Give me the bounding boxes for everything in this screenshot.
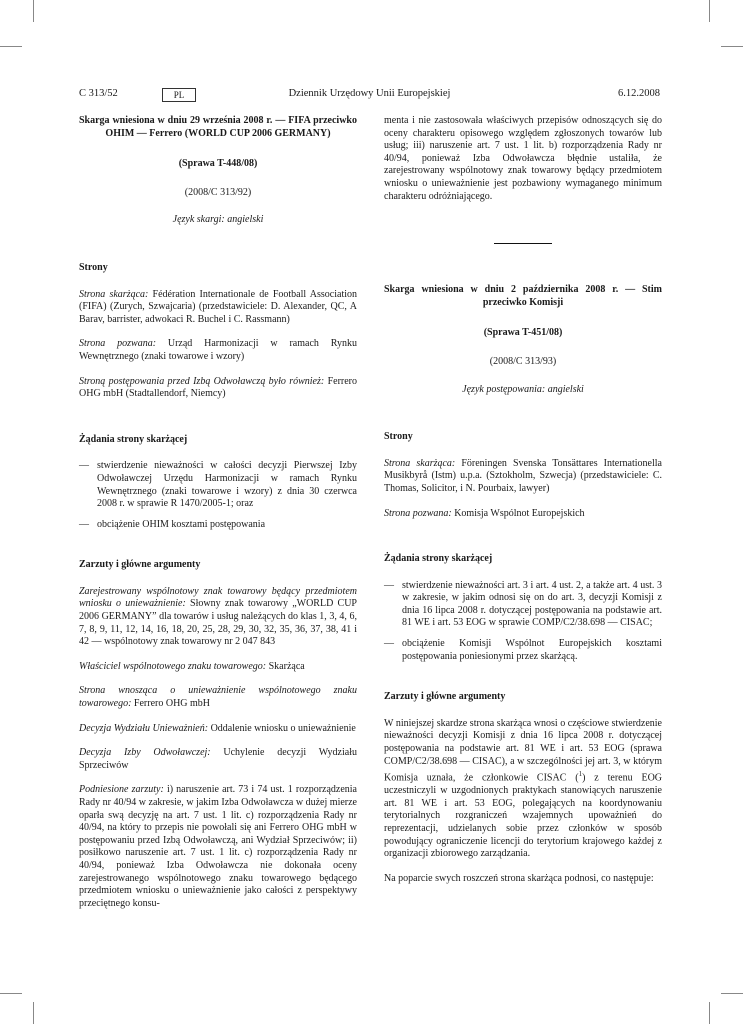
- defendant-paragraph: Strona pozwana: Urząd Harmonizacji w ramach Rynku Wewnętrznego (znaki towarowe i wzory): [79, 338, 357, 362]
- right-column: [384, 115, 662, 885]
- case-number: (Sprawa T-448/08): [178, 158, 258, 170]
- pleas-intro-paragraph: Na poparcie swych roszczeń strona skarżąca podnosi, co następuje:: [384, 872, 654, 884]
- language-badge: PL: [162, 88, 196, 102]
- footnote-ref: 1: [578, 770, 583, 779]
- crop-mark: [0, 993, 22, 994]
- crop-mark: [709, 0, 710, 22]
- section-heading-pleas: Zarzuty i główne argumenty: [79, 559, 201, 571]
- requester-paragraph: Strona wnosząca o unieważnienie wspólnotowego znaku towarowego: Ferrero OHG mbH: [79, 685, 357, 710]
- oj-reference: (2008/C 313/93): [489, 355, 557, 367]
- applicant-paragraph: Strona skarżąca: Föreningen Svenska Tonsättares Internationella Musikbyrå (Istm) u.p.a. (Sztokholm, Szwecja) (przedstawiciele: C. Thomas, Solicitor, i N. Pourbaix, lawyer): [384, 457, 662, 494]
- claim-item: — obciążenie OHIM kosztami postępowania: [79, 518, 266, 530]
- section-divider: [494, 243, 552, 244]
- page-reference: C 313/52: [79, 88, 118, 99]
- page-header: [79, 88, 660, 102]
- oj-reference: (2008/C 313/92): [184, 186, 252, 198]
- section-heading-parties: Strony: [384, 431, 413, 443]
- case-title: Skarga wniesiona w dniu 2 października 2008 r. — Stim przeciwko Komisji: [384, 284, 662, 308]
- crop-mark: [33, 0, 34, 22]
- claim-item: — obciążenie Komisji Wspólnot Europejskich kosztami postępowania poniesionymi przez skarżącą.: [384, 638, 662, 662]
- section-heading-pleas: Zarzuty i główne argumenty: [384, 691, 506, 703]
- left-column: [79, 115, 357, 910]
- board-decision-paragraph: Decyzja Izby Odwoławczej: Uchylenie decyzji Wydziału Sprzeciwów: [79, 747, 357, 771]
- section-heading-claims: Żądania strony skarżącej: [79, 433, 188, 445]
- section-heading-parties: Strony: [79, 261, 108, 273]
- case-language: Język skargi: angielski: [172, 214, 264, 226]
- section-heading-claims: Żądania strony skarżącej: [384, 553, 493, 565]
- owner-paragraph: Właściciel wspólnotowego znaku towarowego: Skarżąca: [79, 660, 305, 672]
- pleas-paragraph: Podniesione zarzuty: i) naruszenie art. 73 i 74 ust. 1 rozporządzenia Rady nr 40/94 w zakresie, w jakim Izba Odwoławcza w dużej mierze oparła swą decyzję na art. 7 ust. 1 lit. c) rozporządzenia Rady nr 40/94, na który to przepis nie powołali się ani Ferrero OHG mbH w postępowaniu przed Izbą Odwoławczą, ani Wydział Sprzeciwów; ii) posiłkowo naruszenie art. 7 ust. 1 lit. c) rozporządzenia Rady nr 40/94, ponieważ Izba Odwoławcza nie dokonała oceny zarejestrowanego wspólnotowego znaku towarowego będącego przedmiotem wniosku o unieważnienie jako całości z perspektywy przeciętnego konsu-: [79, 784, 357, 909]
- crop-mark: [0, 46, 22, 47]
- applicant-paragraph: Strona skarżąca: Fédération Internationale de Football Association (FIFA) (Zurych, Szwajcaria) (przedstawiciele: D. Alexander, QC, A Barav, barrister, adwokaci R. Buchel i C. Rassmann): [79, 288, 358, 325]
- other-party-paragraph: Stroną postępowania przed Izbą Odwoławczą było również: Ferrero OHG mbH (Stadtallendorf, Niemcy): [79, 375, 358, 400]
- defendant-paragraph: Strona pozwana: Komisja Wspólnot Europejskich: [384, 507, 585, 519]
- crop-mark: [709, 1002, 710, 1024]
- crop-mark: [721, 993, 743, 994]
- crop-mark: [721, 46, 743, 47]
- pleas-body-paragraph: W niniejszej skardze strona skarżąca wnosi o częściowe stwierdzenie nieważności decyzji Komisji z dnia 16 lipca 2008 r. dotyczącej postępowania na podstawie art. 81 WE i art. 53 EOG (sprawa COMP/C2/38.698 — CISAC), a w szczególności jej art. 3, w którym Komisja uznała, że członkowie CISAC ($^1$) z terenu EOG uczestniczyli w uzgodnionych praktykach stanowiących naruszenie art. 81 WE i art. 53 EOG, polegających na koordynowaniu terytorialnych rozgraniczeń wzajemnych upoważnień do reprezentacji, udzielanych sobie przez członków w sposób powodujący ograniczenie licencji do terytorium krajowego każdej z organizacji zbiorowego zarządzania.: [384, 717, 663, 860]
- case-language: Język postępowania: angielski: [462, 383, 584, 395]
- pleas-paragraph-continued: menta i nie zastosowała właściwych przepisów odnoszących się do oceny charakteru opisowego względem zgłoszonych towarów lub usług; iii) naruszenie art. 7 ust. 1 lit. b) rozporządzenia Rady nr 40/94, ponieważ Izba Odwoławcza błędnie ustaliła, że zarejestrowany wspólnotowy znak towarowy będący przedmiotem wniosku o unieważnienie jest pozbawiony wymaganego minimum charakteru odróżniającego.: [384, 115, 662, 202]
- cancellation-decision-paragraph: Decyzja Wydziału Unieważnień: Oddalenie wniosku o unieważnienie: [79, 722, 356, 734]
- case-title: Skarga wniesiona w dniu 29 września 2008 r. — FIFA przeciwko OHIM — Ferrero (WORLD CUP 2006 GERMANY): [79, 115, 357, 139]
- crop-mark: [33, 1002, 34, 1024]
- case-number: (Sprawa T-451/08): [483, 327, 563, 339]
- trademark-paragraph: Zarejestrowany wspólnotowy znak towarowy będący przedmiotem wniosku o unieważnienie: Słowny znak towarowy „WORLD CUP 2006 GERMANY” dla towarów i usług należących do klas 1, 3, 4, 6, 7, 8, 9, 11, 12, 14, 16, 18, 20, 25, 28, 29, 30, 32, 35, 36, 37, 38, 41 i 42 — wspólnotowy znak towarowy nr 2 047 843: [79, 585, 357, 648]
- claim-item: — stwierdzenie nieważności art. 3 i art. 4 ust. 2, a także art. 4 ust. 3 w zakresie, w jakim odnosi się on do art. 3, decyzji Komisji z dnia 16 lipca 2008 r. dotyczącej postępowania na podstawie art. 81 WE i art. 53 EOG w sprawie COMP/C2/38.698 — CISAC;: [384, 579, 662, 629]
- issue-date: 6.12.2008: [618, 88, 660, 99]
- claim-item: — stwierdzenie nieważności w całości decyzji Pierwszej Izby Odwoławczej Urzędu Harmonizacji w ramach Rynku Wewnętrznego (znaki towarowe i wzory) z dnia 30 czerwca 2008 r. w sprawie R 1470/2005-1; oraz: [79, 460, 357, 510]
- journal-title: Dziennik Urzędowy Unii Europejskiej: [288, 88, 451, 99]
